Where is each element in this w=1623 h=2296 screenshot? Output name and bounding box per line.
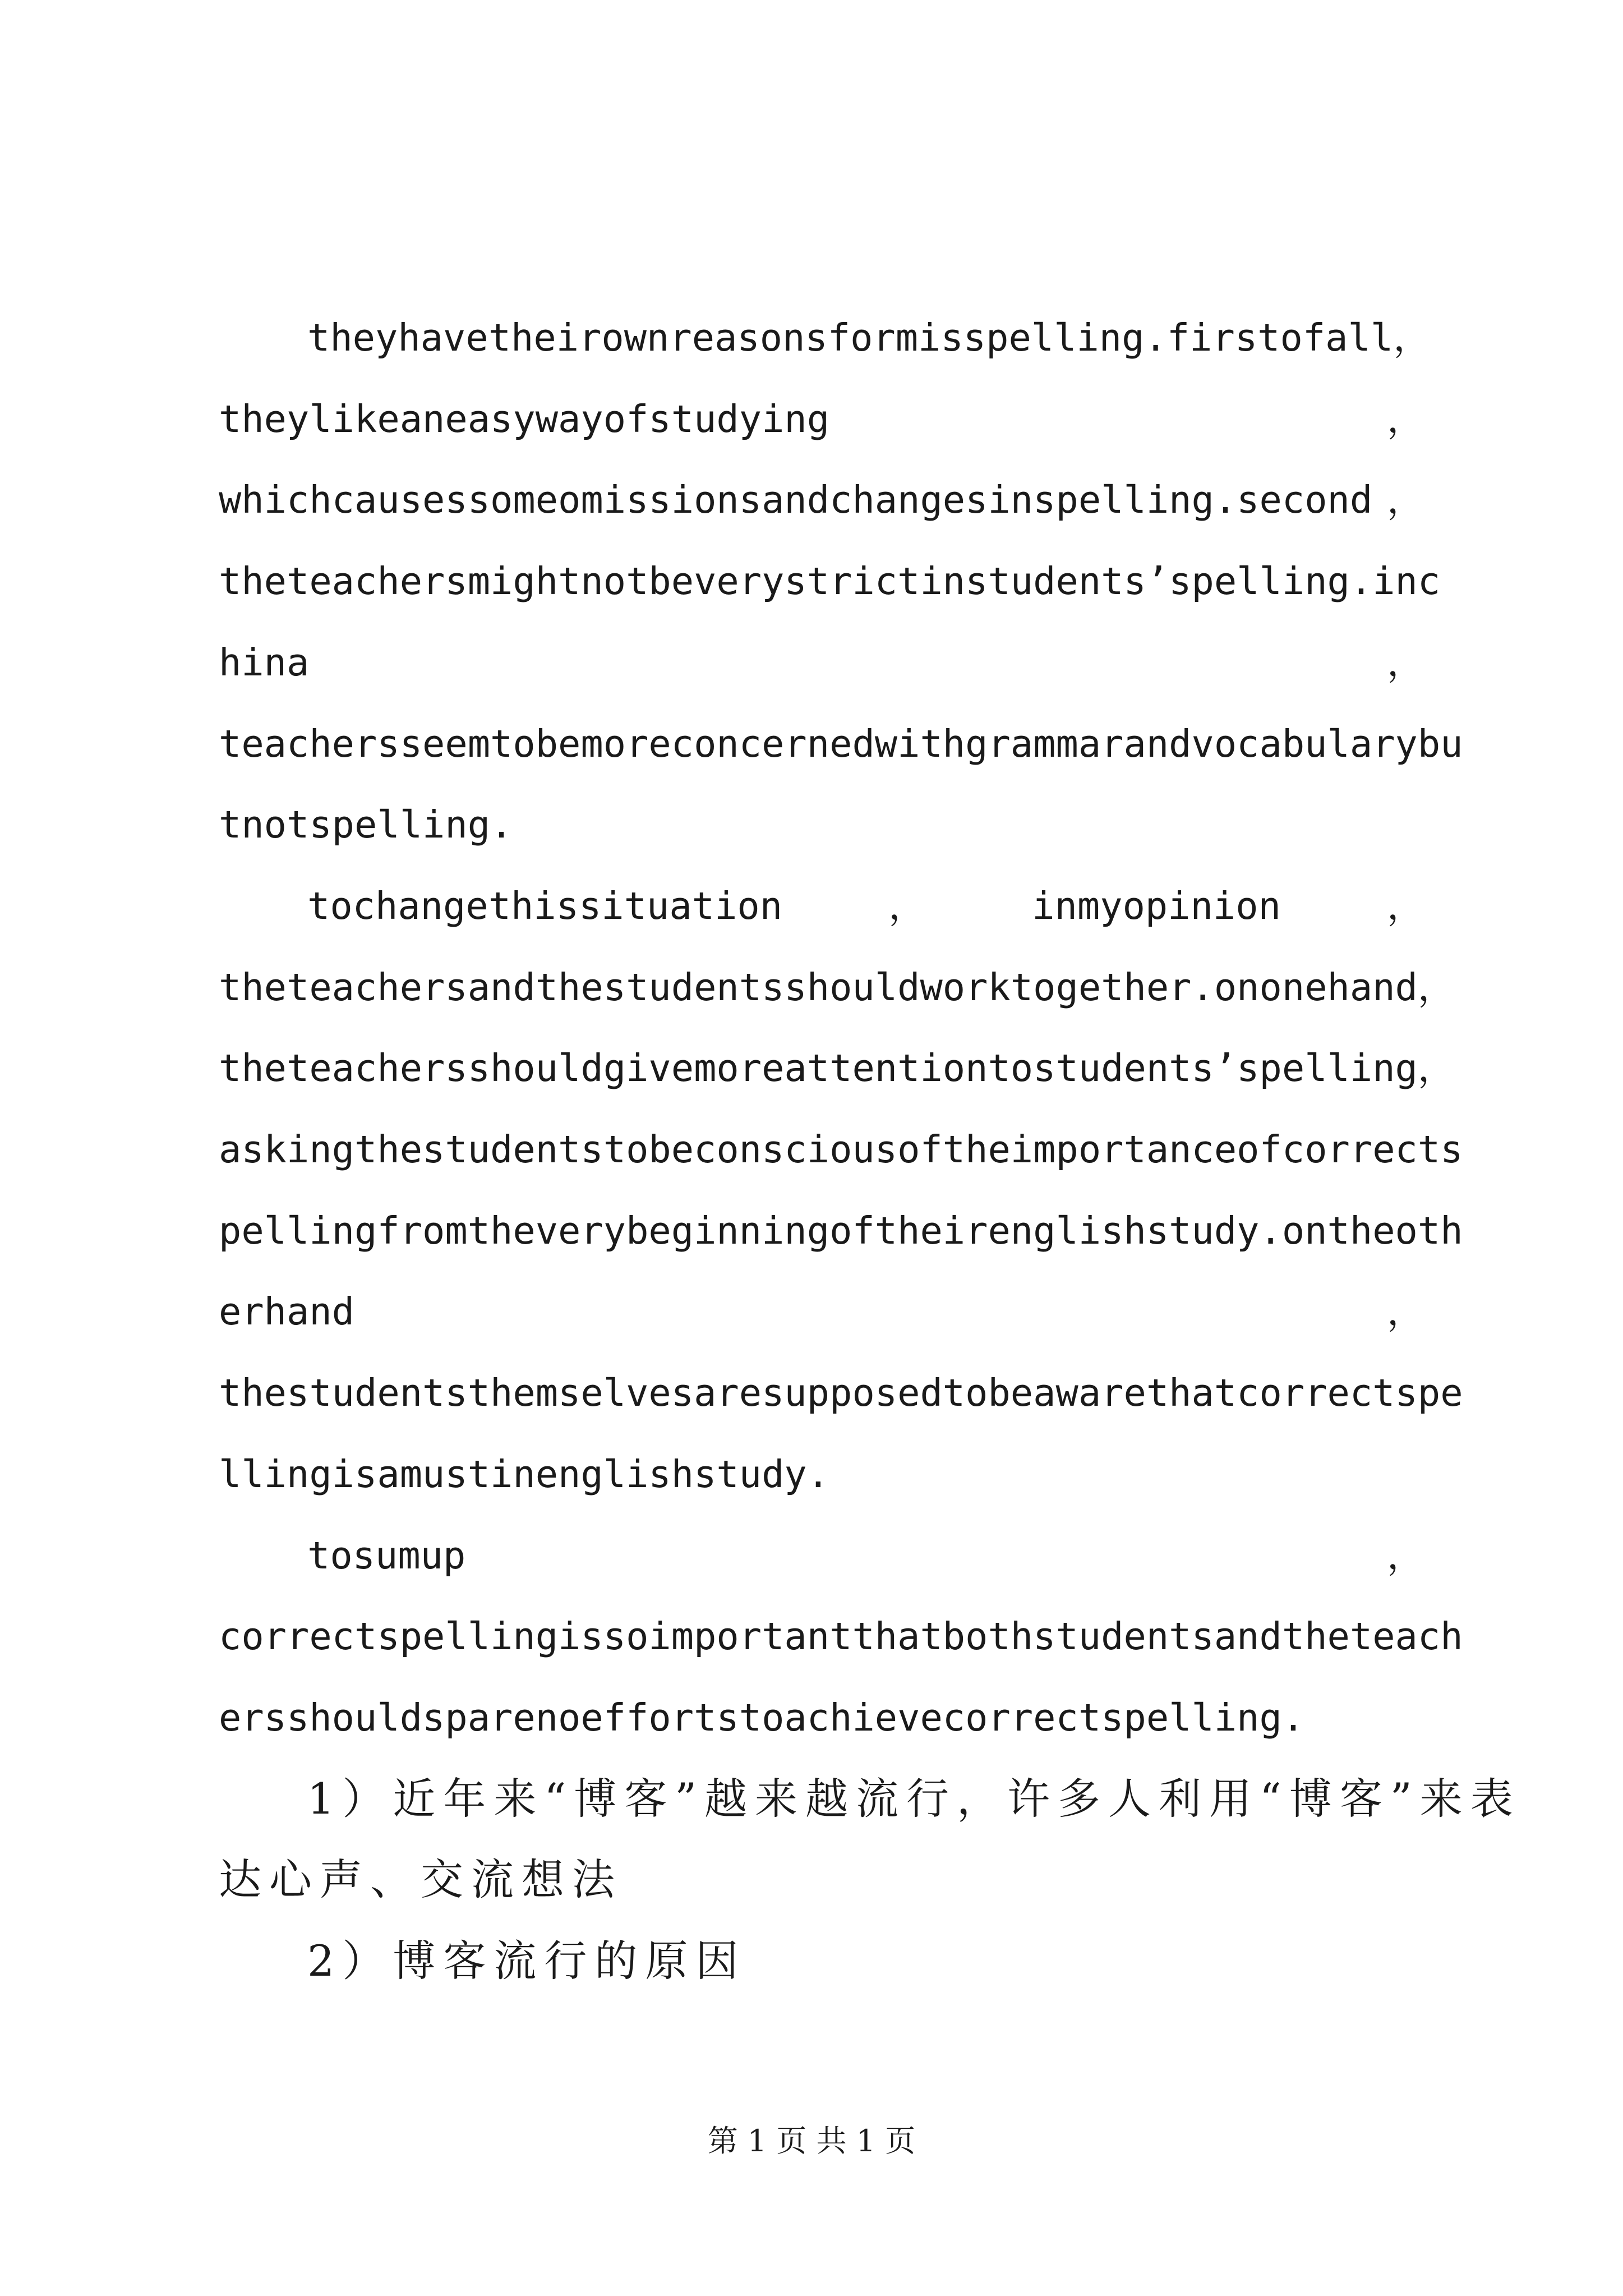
text-segment: thestudentsthemselvesaresupposedtobeawarethatcorrectspe (219, 1371, 1463, 1415)
text-segment: ， (1387, 884, 1424, 928)
text-line (219, 1286, 1424, 1337)
text-segment: ersshouldsparenoeffortstoachievecorrectspelling. (219, 1696, 1305, 1740)
text-line (219, 1855, 1424, 1905)
text-segment: theteachersmightnotbeverystrictinstudents’spelling.inc (219, 559, 1441, 603)
text-segment: 1）近年来“博客”越来越流行，许多人利用“博客”来表 (307, 1774, 1521, 1824)
text-line (219, 394, 1424, 444)
text-segment: llingisamustinenglishstudy. (219, 1452, 830, 1496)
text-line (219, 799, 1424, 850)
text-segment: ， (1393, 316, 1431, 360)
text-line (219, 1449, 1424, 1499)
text-segment: tochangethissituation (307, 884, 783, 928)
text-segment: 达心声、交流想法 (219, 1855, 623, 1904)
text-segment: inmyopinion (1032, 884, 1281, 928)
text-segment: tnotspelling. (219, 803, 513, 846)
text-line (219, 719, 1463, 769)
text-line (219, 1124, 1463, 1175)
text-line (307, 1530, 1424, 1581)
text-segment: ， (888, 884, 926, 928)
text-segment: askingthestudentstobeconsciousoftheimportanceofcorrects (219, 1128, 1463, 1171)
text-line (219, 475, 1424, 525)
text-segment: ， (1387, 1290, 1424, 1333)
text-line (219, 1692, 1424, 1743)
text-line (219, 962, 1455, 1013)
text-segment: theteachersshouldgivemoreattentiontostudents’spelling， (219, 1046, 1455, 1090)
text-line (219, 556, 1441, 606)
text-line (307, 312, 1431, 363)
text-segment: correctspellingissoimportantthatbothstudentsandtheteach (219, 1614, 1463, 1658)
text-segment: teachersseemtobemoreconcernedwithgrammarandvocabularybu (219, 722, 1463, 766)
text-line (307, 1936, 1424, 1986)
text-segment: pellingfromtheverybeginningoftheirenglishstudy.ontheoth (219, 1209, 1463, 1253)
text-line (219, 1368, 1463, 1418)
text-segment: tosumup (307, 1534, 466, 1577)
text-line (219, 637, 1424, 688)
text-segment: theylikeaneasywayofstudying (219, 397, 830, 441)
text-segment: ， (1387, 478, 1424, 522)
text-segment: whichcausessomeomissionsandchangesinspelling.second (219, 478, 1373, 522)
text-segment: theteachersandthestudentsshouldworktogether.ononehand， (219, 965, 1455, 1009)
text-line (219, 1205, 1463, 1256)
text-segment: ， (1387, 397, 1424, 441)
text-segment: theyhavetheirownreasonsformisspelling.firstofall (307, 316, 1394, 360)
text-line (219, 1611, 1463, 1662)
text-segment: ， (1387, 641, 1424, 684)
page-footer: 第 1 页 共 1 页 (707, 2123, 916, 2159)
text-line (307, 1774, 1521, 1824)
text-segment: 2）博客流行的原因 (307, 1936, 746, 1986)
text-line (219, 1043, 1455, 1093)
text-line (307, 881, 1424, 931)
text-segment: hina (219, 641, 310, 684)
text-segment: ， (1387, 1534, 1424, 1577)
text-segment: erhand (219, 1290, 355, 1333)
